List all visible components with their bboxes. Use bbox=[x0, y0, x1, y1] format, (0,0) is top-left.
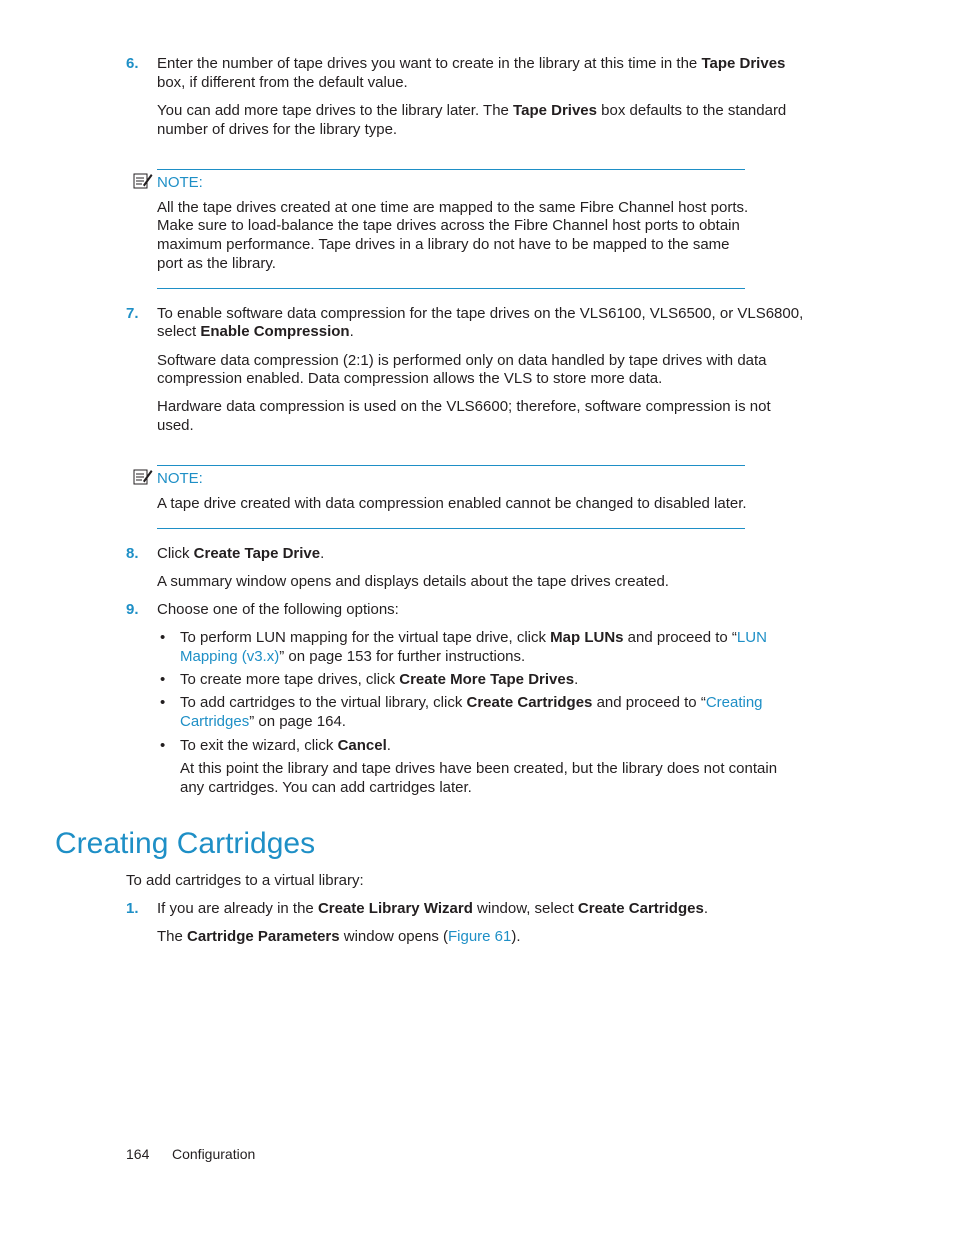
step-8-text bbox=[157, 544, 324, 563]
step-text: Click bbox=[157, 545, 194, 562]
note-text-line: port as the library. bbox=[157, 255, 276, 272]
page-number: 164 bbox=[126, 1146, 150, 1162]
step-7-text: To enable software data compression for the tape drives on the VLS6100, VLS6500, or VLS6800, bbox=[157, 305, 804, 322]
step-text: window, select bbox=[472, 900, 578, 917]
ui-term: Map LUNs bbox=[550, 629, 624, 646]
ui-term: Enable Compression bbox=[200, 323, 350, 340]
step-7-paragraph-line2: used. bbox=[157, 417, 194, 434]
step-7-paragraph: Software data compression (2:1) is performed only on data handled by tape drives with data bbox=[157, 352, 767, 369]
note-bottom-rule bbox=[157, 528, 745, 529]
bullet-marker: • bbox=[160, 671, 166, 688]
step-text: . bbox=[320, 545, 325, 562]
ui-term: Tape Drives bbox=[513, 102, 597, 119]
bullet-item-text bbox=[180, 736, 391, 755]
bullet-item-text bbox=[180, 670, 578, 689]
step-number: 9. bbox=[126, 601, 139, 618]
step-6-text bbox=[157, 54, 785, 73]
ui-term: Cartridge Parameters bbox=[187, 928, 340, 945]
bullet-text: ” on page 164. bbox=[249, 713, 346, 730]
note-label: NOTE: bbox=[157, 470, 203, 487]
bullet-item-text-line2 bbox=[180, 712, 346, 731]
step-number: 7. bbox=[126, 305, 139, 322]
section-intro: To add cartridges to a virtual library: bbox=[126, 872, 364, 889]
step-8-paragraph: A summary window opens and displays details about the tape drives created. bbox=[157, 573, 669, 590]
ui-term: Create Tape Drive bbox=[193, 545, 321, 562]
note-text-line: A tape drive created with data compression enabled cannot be changed to disabled later. bbox=[157, 495, 747, 512]
step-7-paragraph: Hardware data compression is used on the VLS6600; therefore, software compression is not bbox=[157, 398, 771, 415]
step-text: Enter the number of tape drives you want to create in the library at this time in the bbox=[157, 55, 702, 72]
step-number: 1. bbox=[126, 900, 139, 917]
note-bottom-rule bbox=[157, 288, 745, 289]
note-text-line: Make sure to load-balance the tape drives across the Fibre Channel host ports to obtain bbox=[157, 217, 740, 234]
ui-term: Create Cartridges bbox=[466, 694, 593, 711]
note-label: NOTE: bbox=[157, 174, 203, 191]
step-7-paragraph-line2: compression enabled. Data compression allows the VLS to store more data. bbox=[157, 370, 663, 387]
section-heading: Creating Cartridges bbox=[55, 827, 316, 860]
bullet-text: and proceed to “ bbox=[623, 629, 737, 646]
bullet-text: ” on page 153 for further instructions. bbox=[279, 648, 526, 665]
paragraph-text: box defaults to the standard bbox=[596, 102, 787, 119]
footer-section-name: Configuration bbox=[172, 1146, 256, 1162]
bullet-marker: • bbox=[160, 629, 166, 646]
paragraph-text: The bbox=[157, 928, 188, 945]
bullet-text: . bbox=[574, 671, 579, 688]
step-7-text-line2 bbox=[157, 322, 354, 341]
bullet-marker: • bbox=[160, 694, 166, 711]
bullet-item-text bbox=[180, 628, 767, 647]
paragraph-text: You can add more tape drives to the library later. The bbox=[157, 102, 514, 119]
section-step-1-text bbox=[157, 899, 708, 918]
cross-reference-link[interactable]: LUN bbox=[736, 629, 767, 646]
bullet-paragraph: At this point the library and tape drives have been created, but the library does not contain bbox=[180, 760, 778, 777]
ui-term: Create Library Wizard bbox=[317, 900, 473, 917]
cross-reference-link[interactable]: Cartridges bbox=[180, 713, 250, 730]
step-text: . bbox=[703, 900, 708, 917]
note-top-rule bbox=[157, 169, 745, 170]
bullet-text: To create more tape drives, click bbox=[180, 671, 400, 688]
bullet-text: . bbox=[386, 737, 391, 754]
note-icon bbox=[133, 172, 153, 190]
note-text-line: maximum performance. Tape drives in a library do not have to be mapped to the same bbox=[157, 236, 730, 253]
cross-reference-link[interactable]: Mapping (v3.x) bbox=[180, 648, 280, 665]
bullet-text: and proceed to “ bbox=[592, 694, 706, 711]
step-text: select bbox=[157, 323, 201, 340]
figure-reference-link[interactable]: Figure 61 bbox=[448, 928, 512, 945]
step-6-paragraph-line2: number of drives for the library type. bbox=[157, 121, 398, 138]
ui-term: Create More Tape Drives bbox=[399, 671, 575, 688]
step-6-paragraph bbox=[157, 101, 786, 120]
step-text: . bbox=[349, 323, 354, 340]
step-6-text-line2: box, if different from the default value. bbox=[157, 74, 408, 91]
bullet-item-text bbox=[180, 693, 763, 712]
paragraph-text: window opens ( bbox=[339, 928, 448, 945]
step-number: 8. bbox=[126, 545, 139, 562]
section-step-1-paragraph bbox=[157, 927, 521, 946]
ui-term: Tape Drives bbox=[701, 55, 786, 72]
step-number: 6. bbox=[126, 55, 139, 72]
bullet-marker: • bbox=[160, 737, 166, 754]
paragraph-text: ). bbox=[511, 928, 521, 945]
note-top-rule bbox=[157, 465, 745, 466]
note-text-line: All the tape drives created at one time are mapped to the same Fibre Channel host ports. bbox=[157, 199, 749, 216]
cross-reference-link[interactable]: Creating bbox=[705, 694, 763, 711]
ui-term: Create Cartridges bbox=[577, 900, 704, 917]
note-icon bbox=[133, 468, 153, 486]
step-9-text: Choose one of the following options: bbox=[157, 601, 399, 618]
step-text: If you are already in the bbox=[157, 900, 318, 917]
bullet-item-text-line2 bbox=[180, 647, 525, 666]
bullet-text: To perform LUN mapping for the virtual tape drive, click bbox=[180, 629, 551, 646]
bullet-paragraph-line2: any cartridges. You can add cartridges later. bbox=[180, 779, 472, 796]
bullet-text: To add cartridges to the virtual library, click bbox=[180, 694, 467, 711]
bullet-text: To exit the wizard, click bbox=[180, 737, 338, 754]
ui-term: Cancel bbox=[337, 737, 387, 754]
